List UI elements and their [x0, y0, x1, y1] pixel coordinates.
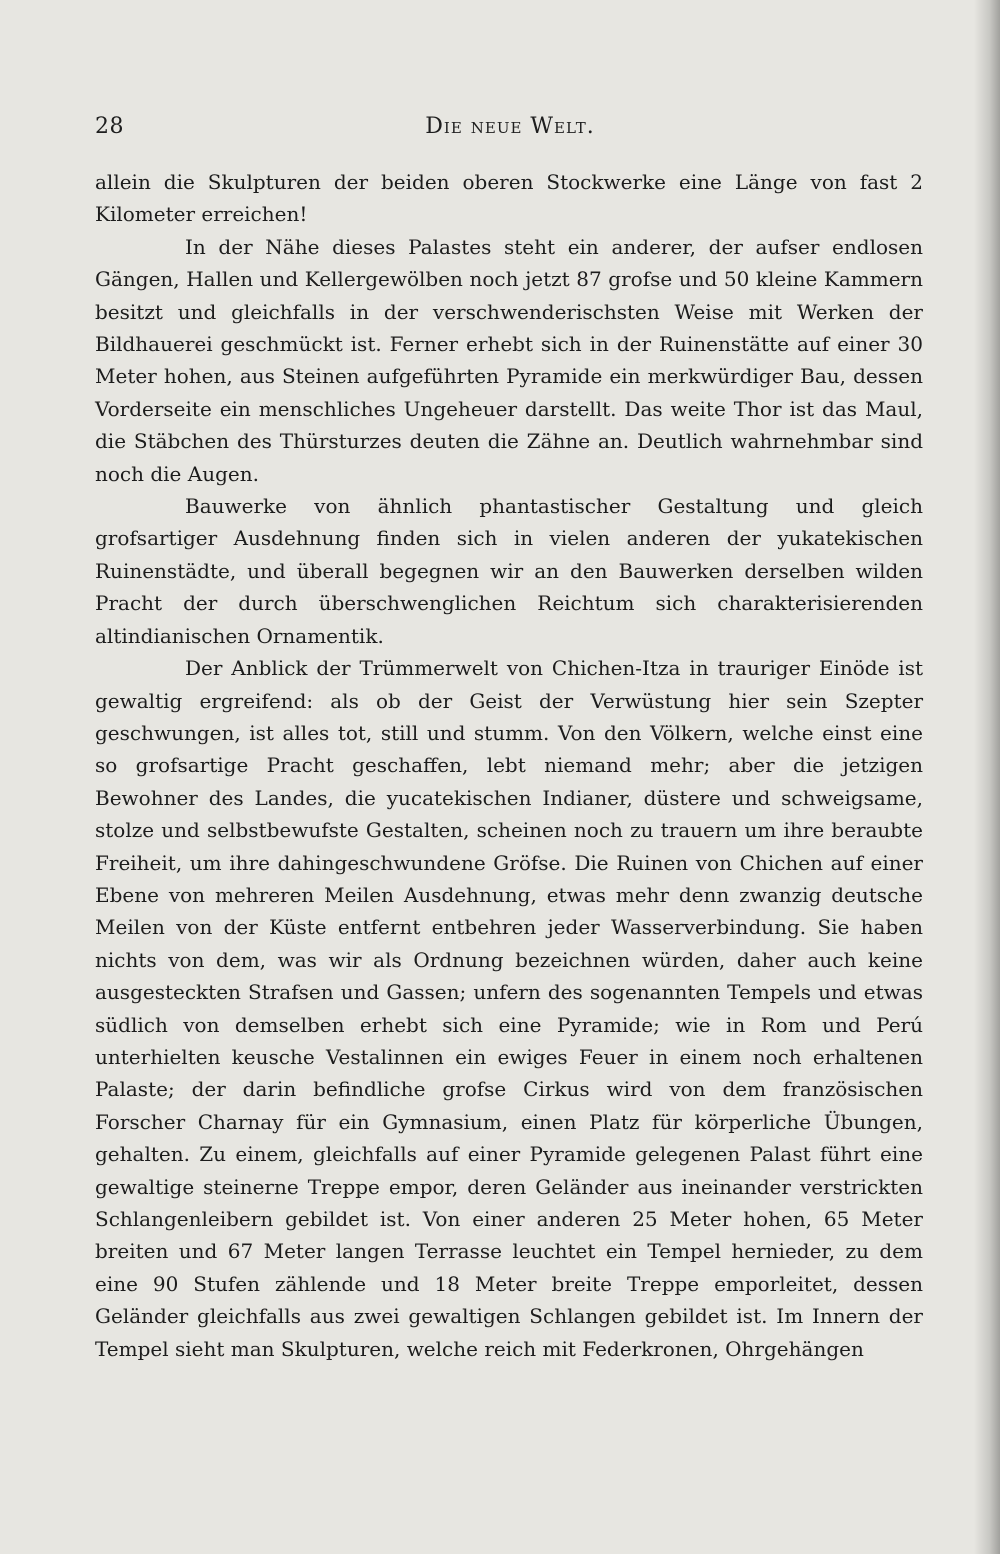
running-header: [95, 112, 925, 148]
paragraph: Der Anblick der Trümmerwelt von Chichen-Itza in trauriger Einöde ist gewaltig ergreifend: als ob der Geist der Verwüstung hier sein Szepter geschwungen, ist alles tot, still und stumm. Von den Völkern, welche einst eine so grofsartige Pracht geschaffen, lebt niemand mehr; aber die jetzigen Bewohner des Landes, die yucatekischen Indianer, düstere und schweigsame, stolze und selbstbewufste Gestalten, scheinen noch zu trauern um ihre beraubte Freiheit, um ihre dahingeschwundene Gröfse. Die Ruinen von Chichen auf einer Ebene von mehreren Meilen Ausdehnung, etwas mehr denn zwanzig deutsche Meilen von der Küste entfernt entbehren jeder Wasserverbindung. Sie haben nichts von dem, was wir als Ordnung bezeichnen würden, daher auch keine ausgesteckten Strafsen und Gassen; unfern des sogenannten Tempels und etwas südlich von demselben erhebt sich eine Pyramide; wie in Rom und Perú unterhielten keusche Vestalinnen ein ewiges Feuer in einem noch erhaltenen Palaste; der darin befindliche grofse Cirkus wird von dem französischen Forscher Charnay für ein Gymnasium, einen Platz für körperliche Übungen, gehalten. Zu einem, gleichfalls auf einer Pyramide gelegenen Palast führt eine gewaltige steinerne Treppe empor, deren Geländer aus ineinander verstrickten Schlangenleibern gebildet ist. Von einer anderen 25 Meter hohen, 65 Meter breiten und 67 Meter langen Terrasse leuchtet ein Tempel hernieder, zu dem eine 90 Stufen zählende und 18 Meter breite Treppe emporleitet, dessen Geländer gleichfalls aus zwei gewaltigen Schlangen gebildet ist. Im Innern der Tempel sieht man Skulpturen, welche reich mit Federkronen, Ohrgehängen: [95, 656, 923, 1361]
paragraph: In der Nähe dieses Palastes steht ein anderer, der aufser endlosen Gängen, Hallen und Kellergewölben noch jetzt 87 grofse und 50 kleine Kammern besitzt und gleichfalls in der verschwenderischsten Weise mit Werken der Bildhauerei geschmückt ist. Ferner erhebt sich in der Ruinenstätte auf einer 30 Meter hohen, aus Steinen aufgeführten Pyramide ein merkwürdiger Bau, dessen Vorderseite ein menschliches Ungeheuer darstellt. Das weite Thor ist das Maul, die Stäbchen des Thürsturzes deuten die Zähne an. Deutlich wahrnehmbar sind noch die Augen.: [95, 234, 923, 486]
body-text: [95, 166, 923, 1365]
paragraph: Bauwerke von ähnlich phantastischer Gestaltung und gleich grofsartiger Ausdehnung finden sich in vielen anderen der yukatekischen Ruinenstädte, und überall begegnen wir an den Bauwerken derselben wilden Pracht der durch überschwenglichen Reichtum sich charakterisierenden altindianischen Ornamentik.: [95, 494, 923, 648]
running-title: Die neue Welt.: [425, 114, 595, 139]
page-edge-shadow: [974, 0, 1000, 1554]
paragraph-continuation: allein die Skulpturen der beiden oberen Stockwerke eine Länge von fast 2 Kilometer erreichen!: [95, 170, 923, 227]
page-number: 28: [95, 114, 124, 139]
